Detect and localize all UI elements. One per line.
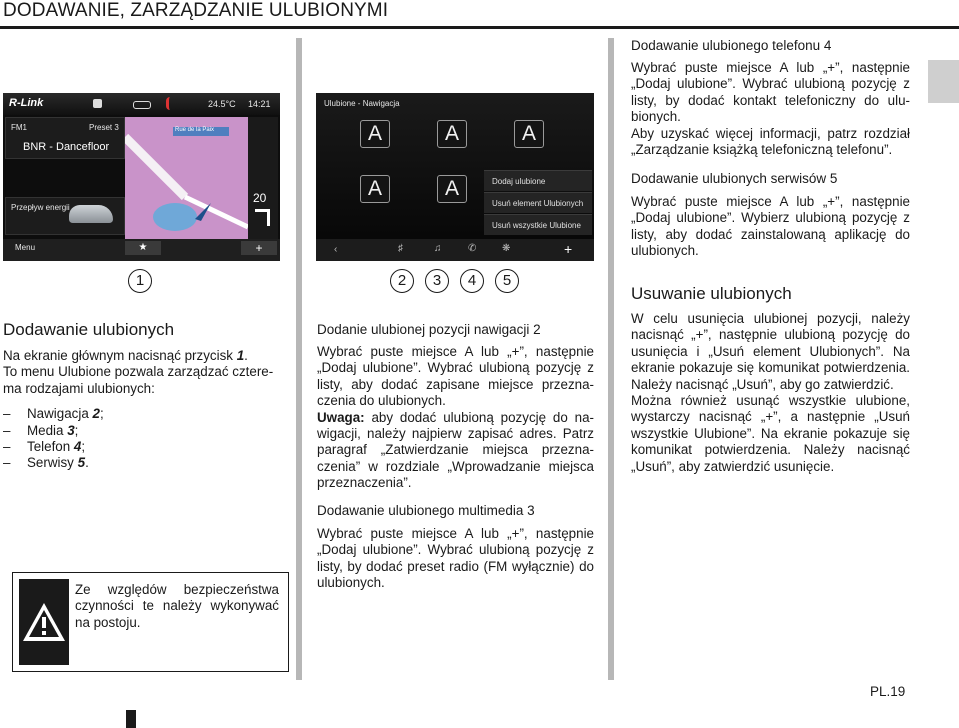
map-street-label: Rue de la Paix: [175, 127, 215, 133]
nav-note-text: aby dodać ulubioną pozycję do nawigacji, należy najpierw zapisać adres.: [317, 409, 594, 442]
slot-a-1[interactable]: A: [360, 120, 390, 148]
phone-favorite-paragraph: Wybrać puste miejsce A lub „+”, następnie „Dodaj ulubione”. Wybrać ulubioną pozycję z listy, by dodać kontakt telefoniczny do ulubionych.: [631, 60, 910, 125]
warning-text: Ze względów bezpieczeństwa czynności te należy wykonywać na postoju.: [75, 582, 279, 630]
media-favorite-heading: Dodawanie ulubionego multimedia 3: [317, 503, 535, 518]
intro-end: .: [244, 348, 248, 363]
favorite-star-icon[interactable]: ★: [125, 241, 161, 255]
distance-readout: 20: [253, 191, 267, 205]
menu-button[interactable]: Menu: [15, 243, 36, 252]
energy-label: Przepływ energii: [11, 203, 70, 212]
callout-1: 1: [128, 269, 152, 293]
radio-station: BNR - Dancefloor: [23, 141, 110, 153]
list-item-label: Nawigacja: [27, 406, 93, 422]
nav-note-label: Uwaga:: [317, 409, 365, 425]
slot-a-3[interactable]: A: [514, 120, 544, 148]
safety-warning-box: [12, 572, 289, 672]
intro-text: Na ekranie głównym nacisnąć przycisk: [3, 348, 237, 363]
list-item-label: Serwisy: [27, 455, 78, 471]
remove-favorites-body: [631, 311, 910, 475]
clock: 14:21: [248, 99, 271, 109]
list-item-end: ;: [81, 439, 86, 455]
nav-see-also: Patrz paragraf „Zatwierdzanie miejsca przeznaczenia” w rozdziale „Wprowadzanie miejsca przeznaczenia”.: [317, 426, 594, 491]
remove-all-paragraph: Można również usunąć wszystkie ulubione, wystarczy nacisnąć „+”, a następnie „Usuń wszystkie Ulubione”. Na ekranie pokazuje się komunikat potwierdzenia. Należy nacisnąć „Usuń”, aby zatwierdzić usunięcie.: [631, 393, 910, 474]
favorites-screen-title: Ulubione - Nawigacja: [324, 99, 400, 108]
back-icon[interactable]: ‹: [334, 244, 338, 255]
screen-rlink-home: [3, 93, 280, 261]
temperature: 24.5°C: [208, 99, 236, 109]
map-roads: [125, 117, 248, 241]
radio-preset: Preset 3: [89, 123, 119, 132]
page-title: DODAWANIE, ZARZĄDZANIE ULUBIONYMI: [3, 0, 389, 21]
menu-remove-favorite[interactable]: Usuń element Ulubionych: [484, 192, 592, 213]
radio-source: FM1: [11, 123, 27, 132]
nav-favorites-icon[interactable]: ♯: [398, 243, 403, 254]
list-item-end: ;: [74, 422, 79, 438]
intro-paragraph: To menu Ulubione pozwala zarządzać czterema rodzajami ulubionych:: [3, 364, 274, 396]
list-item: [3, 423, 285, 439]
call-icon[interactable]: [166, 97, 177, 110]
column-divider-left: [296, 38, 302, 680]
favorites-type-list: [3, 406, 285, 472]
nav-favorite-heading: Dodanie ulubionej pozycji nawigacji 2: [317, 322, 541, 337]
page-number: PL.19: [870, 684, 906, 699]
map-view[interactable]: [125, 117, 248, 241]
remove-favorites-heading: Usuwanie ulubionych: [631, 284, 792, 303]
chapter-tab: [928, 60, 959, 103]
callout-5: 5: [495, 269, 519, 293]
intro-callout: 1: [236, 348, 245, 363]
bottom-marker: [126, 710, 136, 728]
phone-favorites-icon[interactable]: ✆: [468, 243, 477, 254]
slot-a-5[interactable]: A: [437, 175, 467, 203]
phone-favorite-body: [631, 60, 910, 158]
title-rule: [0, 26, 959, 29]
list-item-callout: 5: [77, 455, 86, 471]
list-item: [3, 406, 285, 422]
bottom-bar: [316, 239, 594, 261]
callout-4: 4: [460, 269, 484, 293]
left-intro: [3, 348, 285, 472]
services-favorite-heading: Dodawanie ulubionych serwisów 5: [631, 171, 838, 186]
turn-arrow-icon: [255, 209, 270, 226]
list-item-end: ;: [99, 406, 104, 422]
phone-icon[interactable]: [93, 99, 102, 108]
car-icon[interactable]: [133, 101, 151, 109]
warning-triangle-icon: [19, 579, 69, 665]
services-favorite-paragraph: Wybrać puste miejsce A lub „+”, następnie „Dodaj ulubione”. Wybierz ulubioną pozycję z listy, aby dodać zainstalowaną aplikację do ulubionych.: [631, 194, 910, 259]
media-favorite-paragraph: Wybrać puste miejsce A lub „+”, następnie „Dodaj ulubione”. Wybrać ulubioną pozycję z listy, by dodać preset radio (FM wyłącznie) do ulubionych.: [317, 526, 594, 591]
callout-2: 2: [390, 269, 414, 293]
list-item-label: Media: [27, 422, 68, 438]
callout-3: 3: [425, 269, 449, 293]
list-item-end: .: [85, 455, 89, 471]
list-item: [3, 455, 285, 471]
phone-favorite-heading: Dodawanie ulubionego telefonu 4: [631, 38, 832, 53]
list-item-callout: 2: [92, 406, 100, 422]
nav-favorite-paragraph: Wybrać puste miejsce A lub „+”, następnie „Dodaj ulubione”. Wybrać ulubioną pozycję z listy, aby dodać zapisane miejsce przeznaczenia do ulubionych.: [317, 344, 594, 409]
menu-add-favorite[interactable]: Dodaj ulubione: [484, 170, 592, 191]
services-favorites-icon[interactable]: ❋: [502, 243, 511, 254]
column-divider-right: [608, 38, 614, 680]
car-silhouette-icon: [69, 205, 113, 223]
left-heading: Dodawanie ulubionych: [3, 320, 175, 339]
list-item-label: Telefon: [27, 439, 74, 455]
list-item-callout: 3: [67, 422, 75, 438]
add-button[interactable]: +: [564, 241, 573, 257]
menu-remove-all-favorites[interactable]: Usuń wszystkie Ulubione: [484, 214, 592, 235]
nav-favorite-body: [317, 344, 594, 492]
remove-favorite-paragraph: W celu usunięcia ulubionej pozycji, należy nacisnąć „+”, następnie ulubioną pozycję do usunięcia i „Usuń element Ulubionych”. Na ekranie pokazuje się komunikat potwierdzenia. Należy nacisnąć „Usuń”, aby go zatwierdzić.: [631, 311, 910, 392]
list-item: [3, 439, 285, 455]
media-favorites-icon[interactable]: ♫: [434, 243, 442, 254]
phone-favorite-see-also: Aby uzyskać więcej informacji, patrz rozdział „Zarządzanie książką telefoniczną telefonu”.: [631, 125, 910, 158]
slot-a-4[interactable]: A: [360, 175, 390, 203]
list-item-callout: 4: [73, 439, 82, 455]
add-button[interactable]: +: [241, 241, 277, 255]
brand-logo: R-Link: [9, 97, 44, 109]
slot-a-2[interactable]: A: [437, 120, 467, 148]
